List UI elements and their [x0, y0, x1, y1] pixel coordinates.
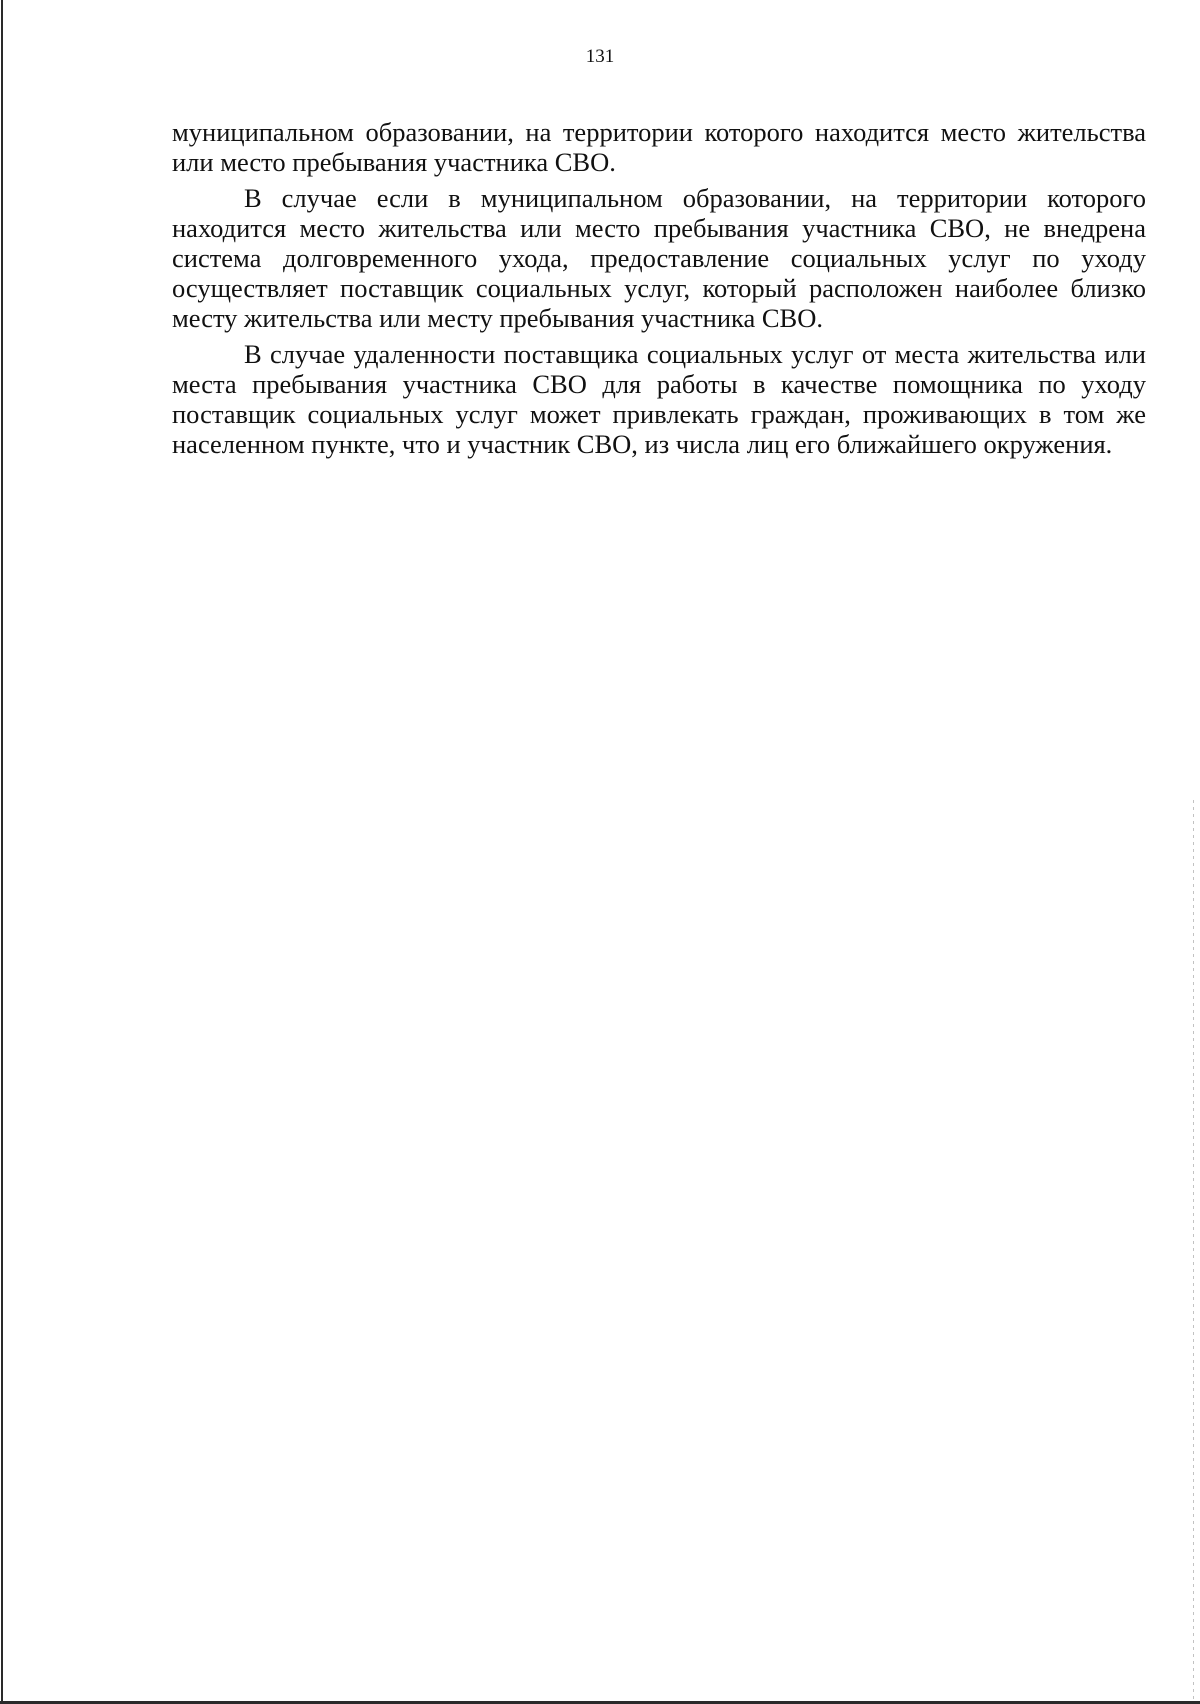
scan-edge-left — [1, 0, 3, 1704]
document-body — [172, 117, 1146, 465]
page-number: 131 — [585, 46, 615, 67]
paragraph-no-ltc-system: В случае если в муниципальном образовании, на территории которого находится место жительства или место пребывания участника СВО, не внедрена система долговременного ухода, предоставление социальных услуг по уходу осуществляет поставщик социальных услуг, который расположен наиболее близко месту жительства или месту пребывания участника СВО. — [172, 183, 1146, 333]
scan-edge-right — [1193, 800, 1194, 1700]
paragraph-remote-provider: В случае удаленности поставщика социальных услуг от места жительства или места пребывания участника СВО для работы в качестве помощника по уходу поставщик социальных услуг может привлекать граждан, проживающих в том же населенном пункте, что и участник СВО, из числа лиц его ближайшего окружения. — [172, 339, 1146, 459]
paragraph-continuation: муниципальном образовании, на территории которого находится место жительства или место пребывания участника СВО. — [172, 117, 1146, 177]
